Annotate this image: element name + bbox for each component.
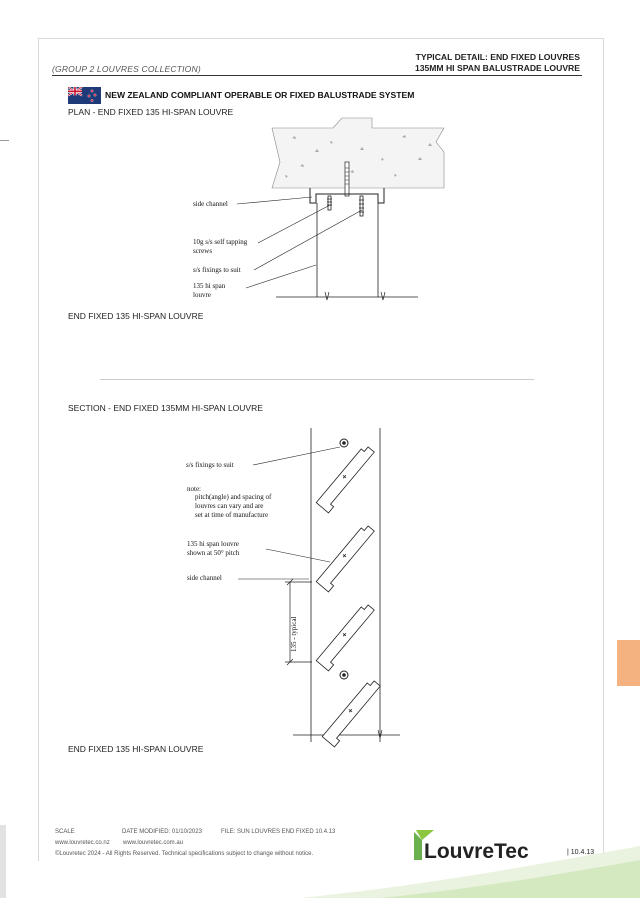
footer-website-nz[interactable]: www.louvretec.co.nz <box>55 840 110 846</box>
label-screws-2: screws <box>193 247 213 255</box>
label-side-channel: side channel <box>187 574 222 582</box>
label-louvre-2: shown at 50° pitch <box>187 549 240 557</box>
page-number: | 10.4.13 <box>567 849 595 856</box>
note-line-1: pitch(angle) and spacing of <box>195 493 272 501</box>
section-caption: END FIXED 135 HI-SPAN LOUVRE <box>68 744 204 754</box>
label-screws-1: 10g s/s self tapping <box>193 238 248 246</box>
plan-view-label: PLAN - END FIXED 135 HI-SPAN LOUVRE <box>68 107 234 117</box>
louvretec-logo-icon <box>414 830 554 862</box>
louvre-blade <box>316 444 377 513</box>
footer-website-au[interactable]: www.louvretec.com.au <box>123 840 184 846</box>
note-line-3: set at time of manufacture <box>195 511 269 519</box>
margin-shade <box>0 825 6 898</box>
collection-label: (GROUP 2 LOUVRES COLLECTION) <box>52 64 201 74</box>
footer-file: FILE: SUN LOUVRES END FIXED 10.4.13 <box>221 829 336 835</box>
note-line-2: louvres can vary and are <box>195 502 264 510</box>
footer-scale: SCALE <box>55 829 75 835</box>
louvre-blade <box>316 602 377 671</box>
detail-title-line2: 135MM HI SPAN BALUSTRADE LOUVRE <box>414 63 580 73</box>
note-title: note: <box>187 485 201 493</box>
label-side-channel: side channel <box>193 200 228 208</box>
louvre-blade <box>322 678 383 747</box>
system-title: NEW ZEALAND COMPLIANT OPERABLE OR FIXED BALUSTRADE SYSTEM <box>105 90 415 100</box>
label-louvre-1: 135 hi span <box>193 282 226 290</box>
label-louvre-2: louvre <box>193 291 211 299</box>
brand-name: LouvreTec <box>424 840 529 862</box>
footer-date: DATE MODIFIED: 01/10/2023 <box>122 829 202 835</box>
footer-copyright: ©Louvretec 2024 - All Rights Reserved. Technical specifications subject to change without notice. <box>55 851 314 857</box>
detail-title-line1: TYPICAL DETAIL: END FIXED LOUVRES <box>415 52 580 62</box>
label-fixings: s/s fixings to suit <box>193 266 241 274</box>
label-fixings: s/s fixings to suit <box>186 461 234 469</box>
plan-caption: END FIXED 135 HI-SPAN LOUVRE <box>68 311 204 321</box>
dimension-label: 135 - typical <box>290 616 298 652</box>
section-view-label: SECTION - END FIXED 135MM HI-SPAN LOUVRE <box>68 403 263 413</box>
louvre-blade <box>316 523 377 592</box>
label-louvre-1: 135 hi span louvre <box>187 540 239 548</box>
